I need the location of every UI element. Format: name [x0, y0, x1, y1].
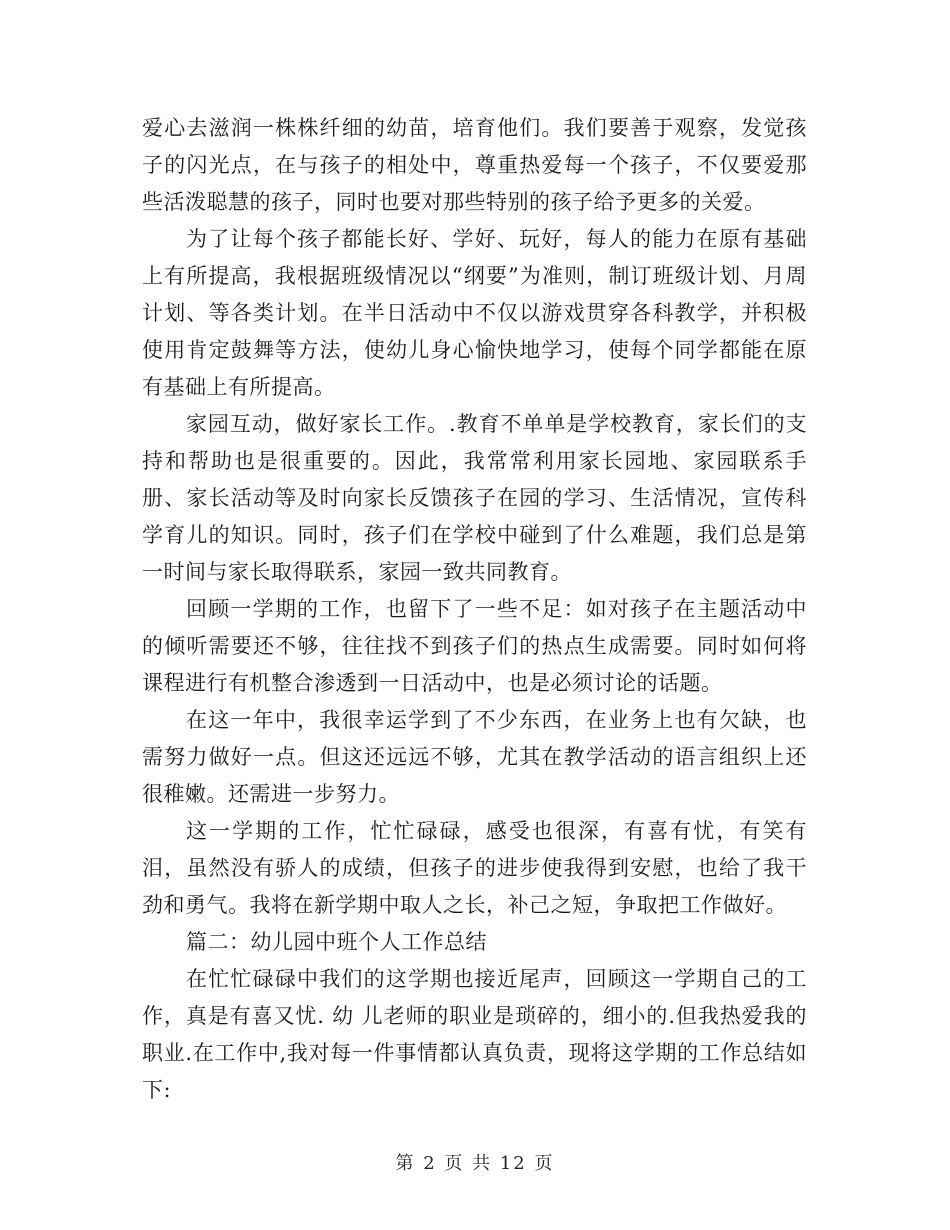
document-body	[142, 110, 807, 1109]
paragraph: 这一学期的工作，忙忙碌碌，感受也很深，有喜有忧，有笑有泪，虽然没有骄人的成绩，但孩子的进步使我得到安慰，也给了我干劲和勇气。我将在新学期中取人之长，补己之短，争取把工作做好。	[142, 819, 807, 917]
paragraph: 家园互动，做好家长工作。.教育不单单是学校教育，家长们的支持和帮助也是很重要的。因此，我常常利用家长园地、家园联系手册、家长活动等及时向家长反馈孩子在园的学习、生活情况，宣传科学育儿的知识。同时，孩子们在学校中碰到了什么难题，我们总是第一时间与家长取得联系，家园一致共同教育。	[142, 412, 807, 584]
paragraph: 在忙忙碌碌中我们的这学期也接近尾声，回顾这一学期自己的工作，真是有喜又忧. 幼 儿老师的职业是琐碎的，细小的.但我热爱我的职业.在工作中,我对每一件事情都认真负责，现将这学期的工作总结如下:	[142, 967, 807, 1102]
page-number-footer: 第 2 页 共 12 页	[395, 1153, 555, 1174]
paragraph: 回顾一学期的工作，也留下了一些不足：如对孩子在主题活动中的倾听需要还不够，往往找不到孩子们的热点生成需要。同时如何将课程进行有机整合渗透到一日活动中，也是必须讨论的话题。	[142, 597, 807, 695]
paragraph: 为了让每个孩子都能长好、学好、玩好，每人的能力在原有基础上有所提高，我根据班级情况以“纲要”为准则，制订班级计划、月周计划、等各类计划。在半日活动中不仅以游戏贯穿各科教学，并积极使用肯定鼓舞等方法，使幼儿身心愉快地学习，使每个同学都能在原有基础上有所提高。	[142, 227, 807, 399]
paragraph: 在这一年中，我很幸运学到了不少东西，在业务上也有欠缺，也需努力做好一点。但这还远远不够，尤其在教学活动的语言组织上还很稚嫩。还需进一步努力。	[142, 708, 807, 806]
section-heading: 篇二：幼儿园中班个人工作总结	[186, 930, 487, 954]
paragraph-continued: 爱心去滋润一株株纤细的幼苗，培育他们。我们要善于观察，发觉孩子的闪光点，在与孩子的相处中，尊重热爱每一个孩子，不仅要爱那些活泼聪慧的孩子，同时也要对那些特别的孩子给予更多的关爱。	[142, 116, 807, 214]
